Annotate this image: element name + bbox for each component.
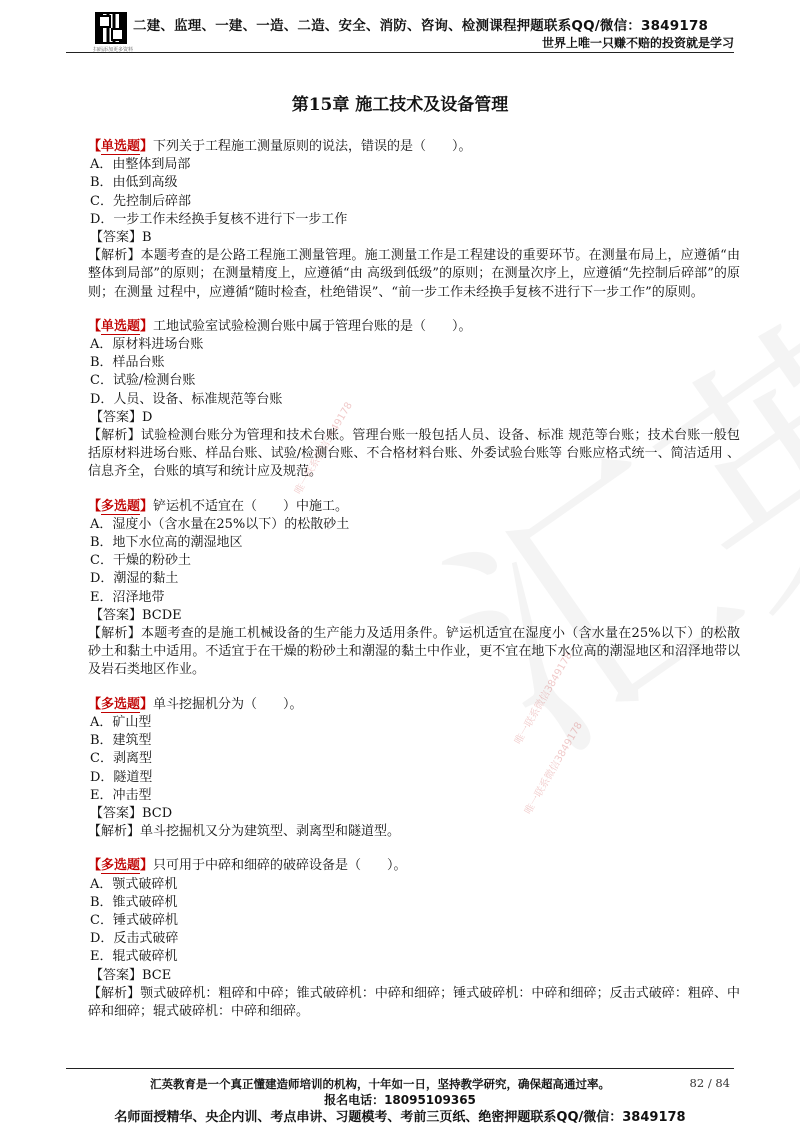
- question-type-label: 多选题: [101, 696, 141, 712]
- chapter-title: 第15章 施工技术及设备管理: [291, 95, 509, 115]
- answer-key: 【答案】BCE: [90, 967, 172, 983]
- question-stem: 单斗挖掘机分为（ ）。: [153, 696, 303, 712]
- answer-option: E．辊式破碎机: [90, 949, 178, 965]
- answer-key: 【答案】BCD: [90, 805, 173, 821]
- answer-option: D．潮湿的黏土: [90, 571, 179, 587]
- question-type-tag: 【单选题】: [88, 318, 154, 334]
- answer-option: B．锥式破碎机: [90, 894, 178, 910]
- question-type-label: 单选题: [101, 139, 141, 154]
- answer-analysis: 【解析】单斗挖掘机又分为建筑型、剥离型和隧道型。: [88, 824, 401, 840]
- page-number: 82 / 84: [689, 1076, 730, 1090]
- watermark-contact: 唯一联系微信3849178: [523, 720, 585, 817]
- question-type-tag: 【单选题】: [88, 139, 154, 154]
- question-block: [88, 318, 740, 482]
- header-divider: [66, 52, 734, 53]
- answer-option: E．冲击型: [90, 787, 152, 803]
- answer-analysis: 【解析】本题考查的是施工机械设备的生产能力及适用条件。铲运机适宜在湿度小（含水量在25%以下）的松散砂土和黏土中适用。不适宜于在干燥的粉砂土和潮湿的黏土中作业，更不宜在地下水位高的潮湿地区和沼泽地带以及岩石类地区作业。: [88, 626, 740, 678]
- question-stem-line: [88, 857, 740, 875]
- question-stem-line: [88, 318, 740, 336]
- question-stem-line: [88, 498, 740, 516]
- question-stem-line: [88, 138, 740, 156]
- question-type-label: 多选题: [101, 498, 141, 514]
- question-block: [88, 857, 740, 1021]
- question-stem-line: [88, 696, 740, 714]
- answer-option: D．反击式破碎: [90, 931, 179, 947]
- question-block: [88, 498, 740, 680]
- answer-key: 【答案】B: [90, 230, 152, 246]
- footer-contact-line: 名师面授精华、央企内训、考点串讲、习题模考、考前三页纸、绝密押题联系QQ/微信：3849178: [114, 1110, 686, 1125]
- watermark-contact: 唯一联系微信3849178: [513, 650, 575, 747]
- question-type-tag: 【多选题】: [88, 498, 154, 514]
- answer-option: E．沼泽地带: [90, 589, 165, 605]
- header-contact-line: 二建、监理、一建、一造、二造、安全、消防、咨询、检测课程押题联系QQ/微信：3849178: [133, 18, 709, 34]
- footer-divider: [66, 1068, 734, 1069]
- answer-option: C．先控制后碎部: [90, 193, 191, 209]
- answer-key: 【答案】D: [90, 409, 153, 425]
- question-type-label: 多选题: [101, 858, 141, 874]
- footer-slogan: 汇英教育是一个真正懂建造师培训的机构，十年如一日，坚持教学研究，确保超高通过率。: [150, 1077, 610, 1091]
- question-block: [88, 696, 740, 842]
- qr-caption: 扫码添加更多资料: [93, 47, 134, 53]
- answer-option: D．隧道型: [90, 769, 153, 785]
- answer-option: A．湿度小（含水量在25%以下）的松散砂土: [90, 516, 350, 532]
- answer-analysis: 【解析】本题考查的是公路工程施工测量管理。施工测量工作是工程建设的重要环节。在测量布局上，应遵循“由整体到局部”的原则；在测量精度上，应遵循“由 高级到低级”的原则；在测量次序上，应遵循“先控制后碎部”的原则；在测量 过程中，应遵循“随时检查，杜绝错误”、“前一步工作未经换手复核不进行下一步工作”的原则。: [88, 248, 740, 300]
- answer-key: 【答案】BCDE: [90, 607, 182, 623]
- question-block: [88, 138, 740, 302]
- answer-option: B．样品台账: [90, 355, 165, 371]
- question-type-tag: 【多选题】: [88, 696, 154, 712]
- question-type-label: 单选题: [101, 318, 141, 334]
- question-stem: 下列关于工程施工测量原则的说法，错误的是（ ）。: [153, 139, 472, 154]
- answer-option: A．颚式破碎机: [90, 876, 178, 892]
- page-header: [0, 0, 800, 62]
- answer-option: B．由低到高级: [90, 175, 178, 191]
- header-slogan: 世界上唯一只赚不赔的投资就是学习: [541, 36, 734, 50]
- answer-option: C．剥离型: [90, 751, 152, 767]
- answer-analysis: 【解析】试验检测台账分为管理和技术台账。管理台账一般包括人员、设备、标准 规范等台账；技术台账一般包括原材料进场台账、样品台账、试验/检测台账、不合格材料台账、外委试验台账等 台账应格式统一、简洁适用 、信息齐全，台账的填写和统计应及规范。: [88, 428, 740, 480]
- question-stem: 工地试验室试验检测台账中属于管理台账的是（ ）。: [153, 318, 472, 334]
- question-type-tag: 【多选题】: [88, 858, 154, 874]
- answer-option: B．地下水位高的潮湿地区: [90, 535, 243, 551]
- answer-option: C．试验/检测台账: [90, 373, 196, 389]
- answer-option: A．原材料进场台账: [90, 337, 204, 353]
- qr-code-icon: [95, 12, 127, 44]
- answer-option: C．锤式破碎机: [90, 912, 178, 928]
- watermark-contact: 唯一联系微信3849178: [293, 400, 355, 497]
- answer-analysis: 【解析】颚式破碎机：粗碎和中碎；锥式破碎机：中碎和细碎；锤式破碎机：中碎和细碎；反击式破碎：粗碎、中碎和细碎；辊式破碎机：中碎和细碎。: [88, 985, 740, 1019]
- question-stem: 铲运机不适宜在（ ）中施工。: [153, 498, 349, 514]
- answer-option: D．一步工作未经换手复核不进行下一步工作: [90, 211, 348, 227]
- answer-option: A．由整体到局部: [90, 157, 191, 173]
- question-list: [88, 138, 740, 1037]
- answer-option: C．干燥的粉砂土: [90, 553, 191, 569]
- question-stem: 只可用于中碎和细碎的破碎设备是（ ）。: [153, 858, 407, 874]
- answer-option: B．建筑型: [90, 733, 152, 749]
- footer-phone: 报名电话：18095109365: [324, 1093, 476, 1107]
- answer-option: D．人员、设备、标准规范等台账: [90, 391, 283, 407]
- answer-option: A．矿山型: [90, 714, 152, 730]
